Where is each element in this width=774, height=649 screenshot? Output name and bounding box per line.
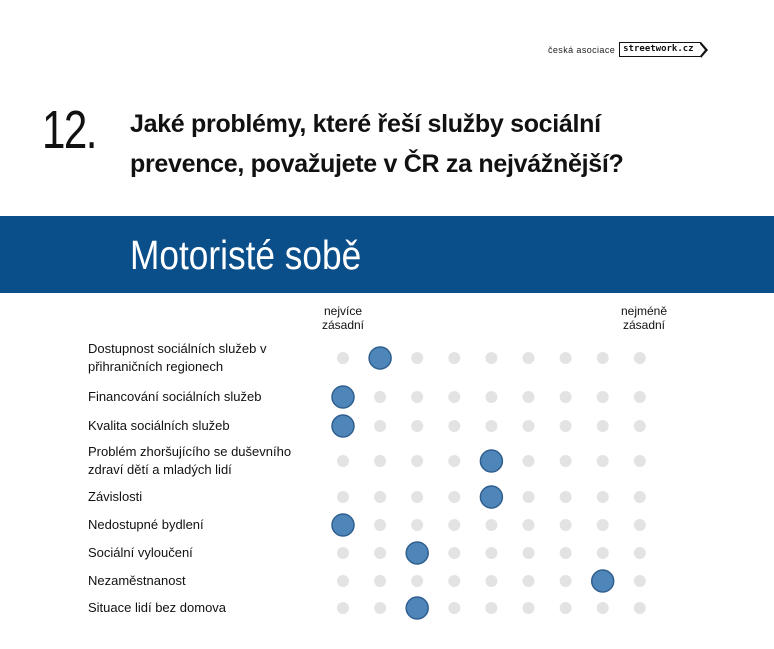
empty-rank-dot: [411, 519, 423, 531]
empty-rank-dot: [560, 602, 572, 614]
empty-rank-dot: [634, 420, 646, 432]
row-label: Sociální vyloučení: [88, 545, 193, 560]
row-label: Nezaměstnanost: [88, 573, 186, 588]
empty-rank-dot: [374, 547, 386, 559]
empty-rank-dot: [411, 420, 423, 432]
empty-rank-dot: [485, 602, 497, 614]
question-number: 12.: [42, 100, 96, 160]
empty-rank-dot: [523, 575, 535, 587]
empty-rank-dot: [560, 491, 572, 503]
empty-rank-dot: [337, 455, 349, 467]
empty-rank-dot: [634, 602, 646, 614]
empty-rank-dot: [448, 519, 460, 531]
selected-rank-dot: [480, 450, 502, 472]
empty-rank-dot: [337, 352, 349, 364]
scale-label-least: nejméně zásadní: [620, 304, 668, 332]
empty-rank-dot: [560, 519, 572, 531]
empty-rank-dot: [523, 420, 535, 432]
empty-rank-dot: [634, 575, 646, 587]
selected-rank-dot: [592, 570, 614, 592]
empty-rank-dot: [560, 575, 572, 587]
empty-rank-dot: [337, 575, 349, 587]
empty-rank-dot: [634, 455, 646, 467]
empty-rank-dot: [523, 519, 535, 531]
empty-rank-dot: [448, 575, 460, 587]
empty-rank-dot: [634, 391, 646, 403]
empty-rank-dot: [374, 420, 386, 432]
empty-rank-dot: [411, 491, 423, 503]
selected-rank-dot: [406, 597, 428, 619]
row-label: Situace lidí bez domova: [88, 600, 227, 615]
empty-rank-dot: [485, 352, 497, 364]
empty-rank-dot: [560, 420, 572, 432]
selected-rank-dot: [406, 542, 428, 564]
empty-rank-dot: [634, 519, 646, 531]
empty-rank-dot: [597, 352, 609, 364]
empty-rank-dot: [523, 455, 535, 467]
empty-rank-dot: [523, 547, 535, 559]
empty-rank-dot: [523, 391, 535, 403]
selected-rank-dot: [332, 386, 354, 408]
row-label: Problém zhoršujícího se duševního zdraví dětí a mladých lidí: [88, 444, 292, 477]
question-text: Jaké problémy, které řeší služby sociální prevence, považujete v ČR za nejvážnější?: [130, 110, 624, 178]
empty-rank-dot: [448, 455, 460, 467]
empty-rank-dot: [374, 391, 386, 403]
empty-rank-dot: [485, 575, 497, 587]
scale-label-most: nejvíce zásadní: [321, 304, 365, 332]
empty-rank-dot: [337, 602, 349, 614]
selected-rank-dot: [480, 486, 502, 508]
empty-rank-dot: [448, 491, 460, 503]
empty-rank-dot: [337, 547, 349, 559]
empty-rank-dot: [597, 455, 609, 467]
row-label: Kvalita sociálních služeb: [88, 418, 230, 433]
empty-rank-dot: [597, 391, 609, 403]
empty-rank-dot: [374, 491, 386, 503]
empty-rank-dot: [523, 352, 535, 364]
empty-rank-dot: [560, 391, 572, 403]
empty-rank-dot: [411, 391, 423, 403]
row-label: Závislosti: [88, 489, 143, 504]
empty-rank-dot: [374, 519, 386, 531]
empty-rank-dot: [597, 420, 609, 432]
party-title: Motoristé sobě: [130, 232, 362, 278]
empty-rank-dot: [560, 352, 572, 364]
empty-rank-dot: [634, 491, 646, 503]
empty-rank-dot: [374, 575, 386, 587]
empty-rank-dot: [411, 455, 423, 467]
empty-rank-dot: [374, 602, 386, 614]
empty-rank-dot: [448, 420, 460, 432]
empty-rank-dot: [597, 547, 609, 559]
empty-rank-dot: [597, 519, 609, 531]
empty-rank-dot: [448, 391, 460, 403]
selected-rank-dot: [332, 415, 354, 437]
empty-rank-dot: [523, 491, 535, 503]
logo-brand: streetwork.cz: [619, 42, 700, 57]
logo-prefix: česká asociace: [548, 44, 616, 55]
row-label: Financování sociálních služeb: [88, 389, 262, 404]
row-label: Dostupnost sociálních služeb v přihraničních regionech: [88, 341, 267, 374]
empty-rank-dot: [597, 602, 609, 614]
empty-rank-dot: [485, 420, 497, 432]
empty-rank-dot: [560, 547, 572, 559]
empty-rank-dot: [448, 352, 460, 364]
empty-rank-dot: [634, 547, 646, 559]
empty-rank-dot: [337, 491, 349, 503]
empty-rank-dot: [485, 547, 497, 559]
row-label: Nedostupné bydlení: [88, 517, 204, 532]
empty-rank-dot: [374, 455, 386, 467]
empty-rank-dot: [485, 391, 497, 403]
selected-rank-dot: [332, 514, 354, 536]
empty-rank-dot: [411, 575, 423, 587]
selected-rank-dot: [369, 347, 391, 369]
empty-rank-dot: [634, 352, 646, 364]
empty-rank-dot: [523, 602, 535, 614]
empty-rank-dot: [448, 547, 460, 559]
empty-rank-dot: [448, 602, 460, 614]
empty-rank-dot: [411, 352, 423, 364]
empty-rank-dot: [597, 491, 609, 503]
empty-rank-dot: [485, 519, 497, 531]
empty-rank-dot: [560, 455, 572, 467]
